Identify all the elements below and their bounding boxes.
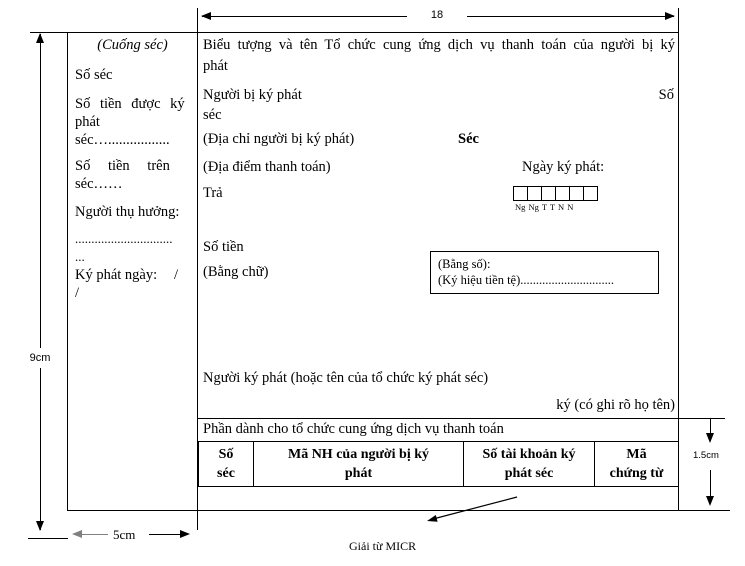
drawer-label: Người ký phát (hoặc tên của tổ chức ký phát séc) bbox=[203, 370, 489, 386]
form-top-border bbox=[30, 32, 678, 33]
col-header-line: Mã bbox=[626, 447, 647, 462]
drawee-label: Người bị ký phát bbox=[203, 87, 302, 103]
drawee-address-label: (Địa chỉ người bị ký phát) bbox=[203, 131, 355, 147]
stub-slash: / bbox=[173, 267, 178, 283]
stub-left-border bbox=[67, 32, 68, 510]
amount-in-words-label: (Bằng chữ) bbox=[203, 264, 269, 280]
amount-label: Số tiền bbox=[203, 239, 244, 255]
date-cell bbox=[584, 187, 597, 200]
form-bottom-border bbox=[67, 510, 730, 511]
stub-width-line-right bbox=[149, 534, 182, 535]
stub-dotted-line2: ... bbox=[75, 249, 85, 264]
date-legend: Ng Ng T T N N bbox=[515, 202, 574, 212]
col-header-line: Số bbox=[218, 447, 234, 462]
arrow-down-icon bbox=[706, 433, 714, 443]
cheque-no-label-part1: Số bbox=[658, 87, 674, 103]
gray-arrow-left-icon bbox=[72, 530, 82, 538]
width-dimension-label: 18 bbox=[407, 9, 467, 21]
micr-height-label: 1.5cm bbox=[693, 450, 719, 461]
cheque-title: Séc bbox=[458, 131, 479, 147]
arrow-down-icon bbox=[706, 496, 714, 506]
date-cell bbox=[514, 187, 528, 200]
stub-amount-issued-line2: phát bbox=[75, 114, 100, 130]
currency-symbol-label: (Ký hiệu tiền tệ).............................. bbox=[438, 273, 615, 287]
bank-table bbox=[198, 441, 679, 487]
col-header-line: phát bbox=[344, 466, 373, 481]
arrow-right-icon bbox=[180, 530, 190, 538]
col-header-line: Mã NH của người bị ký bbox=[287, 447, 429, 462]
payment-place-label: (Địa điểm thanh toán) bbox=[203, 159, 331, 175]
stub-title: (Cuống séc) bbox=[97, 37, 168, 53]
cheque-header-line1: Biểu tượng và tên Tổ chức cung ứng dịch vụ thanh toán của người bị ký bbox=[203, 37, 675, 53]
date-boxes bbox=[513, 186, 598, 201]
stub-cheque-no-label: Số séc bbox=[75, 67, 113, 83]
date-cell bbox=[542, 187, 556, 200]
arrow-up-icon bbox=[36, 33, 44, 43]
arrow-right-icon bbox=[665, 12, 675, 20]
date-cell bbox=[528, 187, 542, 200]
stub-amount-issued-line3: séc…................. bbox=[75, 132, 170, 148]
stub-issue-date-label: Ký phát ngày: bbox=[75, 267, 158, 283]
bank-table-col-bank-code bbox=[254, 442, 464, 486]
col-header-line: Số tài khoản ký bbox=[482, 447, 576, 462]
height-dimension-tick bbox=[28, 538, 68, 539]
stub-amount-on-cheque-line2: séc…… bbox=[75, 176, 123, 192]
arrow-down-icon bbox=[36, 521, 44, 531]
height-dimension-line bbox=[40, 34, 41, 530]
pay-label: Trả bbox=[203, 185, 223, 201]
micr-label: Giải từ MICR bbox=[349, 539, 417, 553]
col-header-line: séc bbox=[217, 466, 235, 481]
bank-table-col-doc-code bbox=[595, 442, 678, 486]
stub-amount-issued-line1: Số tiền được ký bbox=[75, 96, 185, 112]
signature-label: ký (có ghi rõ họ tên) bbox=[556, 397, 675, 413]
stub-amount-on-cheque-line1: Số tiền trên bbox=[75, 158, 170, 174]
micr-dim-line-bottom bbox=[710, 470, 711, 498]
stub-width-label: 5cm bbox=[113, 527, 136, 542]
issue-date-label: Ngày ký phát: bbox=[522, 159, 605, 175]
form-right-border bbox=[678, 8, 679, 510]
cheque-header-line2: phát bbox=[203, 58, 228, 74]
arrow-left-icon bbox=[201, 12, 211, 20]
stub-payee-label: Người thụ hưởng: bbox=[75, 204, 180, 220]
stub-slash2: / bbox=[75, 285, 80, 301]
date-cell bbox=[570, 187, 584, 200]
micr-callout-arrow bbox=[418, 492, 523, 526]
date-cell bbox=[556, 187, 570, 200]
col-header-line: chứng từ bbox=[609, 466, 664, 481]
stub-issue-date-row bbox=[75, 266, 178, 284]
height-dimension-label: 9cm bbox=[22, 348, 58, 368]
amount-in-figures-box bbox=[430, 251, 659, 294]
stub-dotted-line1: .............................. bbox=[75, 231, 173, 246]
drawee-row bbox=[203, 86, 674, 104]
bank-table-col-cheque-no bbox=[199, 442, 254, 486]
amount-in-figures-label: (Bằng số): bbox=[438, 257, 491, 271]
bank-section-divider bbox=[197, 418, 725, 419]
cheque-no-label-part2: séc bbox=[203, 107, 222, 123]
col-header-line: phát séc bbox=[504, 466, 554, 481]
bank-section-title: Phần dành cho tổ chức cung ứng dịch vụ thanh toán bbox=[203, 421, 504, 437]
bank-table-col-account-no bbox=[464, 442, 595, 486]
